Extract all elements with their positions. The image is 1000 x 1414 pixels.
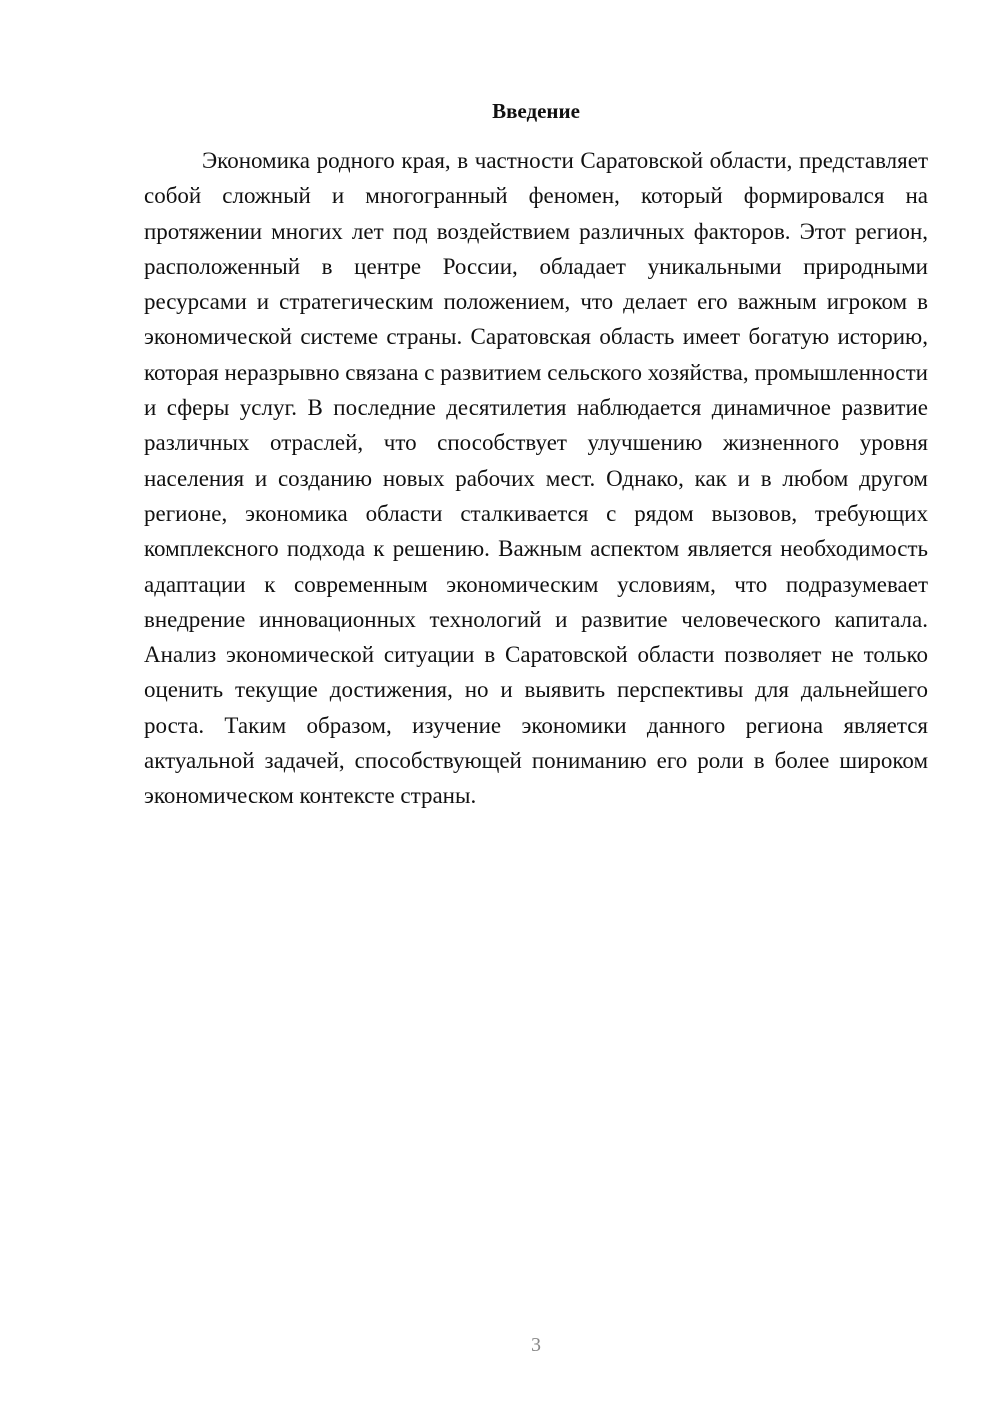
- body-paragraph: Экономика родного края, в частности Саратовской области, представляет собой сложный и многогранный феномен, который формировался на протяжении многих лет под воздействием различных факторов. Этот регион, расположенный в центре России, обладает уникальными природными ресурсами и стратегическим положением, что делает его важным игроком в экономической системе страны. Саратовская область имеет богатую историю, которая неразрывно связана с развитием сельского хозяйства, промышленности и сферы услуг. В последние десятилетия наблюдается динамичное развитие различных отраслей, что способствует улучшению жизненного уровня населения и созданию новых рабочих мест. Однако, как и в любом другом регионе, экономика области сталкивается с рядом вызовов, требующих комплексного подхода к решению. Важным аспектом является необходимость адаптации к современным экономическим условиям, что подразумевает внедрение инновационных технологий и развитие человеческого капитала. Анализ экономической ситуации в Саратовской области позволяет не только оценить текущие достижения, но и выявить перспективы для дальнейшего роста. Таким образом, изучение экономики данного региона является актуальной задачей, способствующей пониманию его роли в более широком экономическом контексте страны.: [144, 148, 928, 809]
- section-heading: Введение: [492, 99, 580, 123]
- page-number: 3: [531, 1334, 541, 1356]
